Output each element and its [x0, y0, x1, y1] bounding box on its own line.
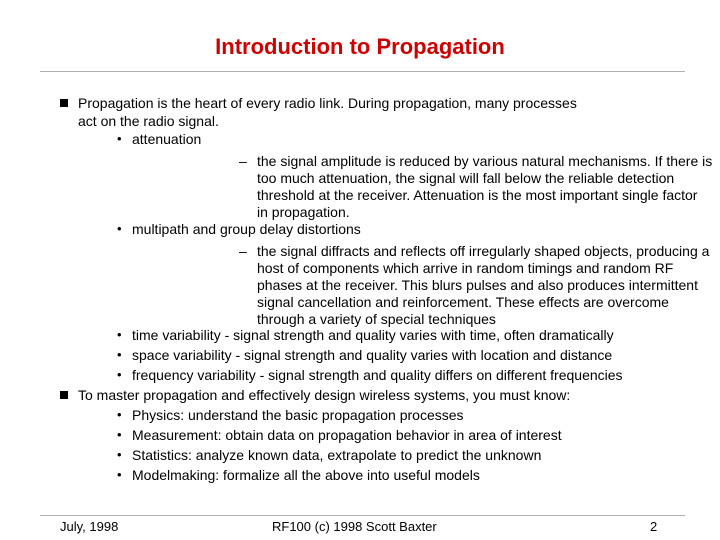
slide-title: Introduction to Propagation	[215, 34, 505, 59]
body-line: the signal amplitude is reduced by various natural mechanisms. If there is	[257, 153, 713, 169]
body-line: in propagation.	[257, 204, 350, 220]
body-line: time variability - signal strength and quality varies with time, often dramatically	[132, 327, 614, 343]
body-line: Statistics: analyze known data, extrapolate to predict the unknown	[132, 447, 542, 463]
body-line: host of components which arrive in random timings and random RF	[257, 260, 674, 276]
body-line: the signal diffracts and reflects off irregularly shaped objects, producing a	[257, 243, 710, 259]
body-line: Measurement: obtain data on propagation behavior in area of interest	[132, 427, 562, 443]
body-line: To master propagation and effectively design wireless systems, you must know:	[78, 387, 571, 403]
square-bullet-icon	[60, 99, 68, 107]
body-line: space variability - signal strength and quality varies with location and distance	[132, 347, 613, 363]
bullet-icon: •	[117, 221, 122, 236]
body-line: threshold at the receiver. Attenuation is the most important single factor	[257, 187, 698, 203]
bullet-icon: •	[117, 347, 122, 362]
body-line: too much attenuation, the signal will fall below the reliable detection	[257, 170, 675, 186]
body-line: frequency variability - signal strength and quality differs on different frequencies	[132, 367, 623, 383]
body-line: phases at the receiver. This blurs pulses and also produces intermittent	[257, 277, 698, 293]
bullet-icon: •	[117, 467, 122, 482]
bullet-icon: •	[117, 367, 122, 382]
title-divider	[40, 71, 685, 72]
bullet-icon: •	[117, 327, 122, 342]
body-line: Modelmaking: formalize all the above into useful models	[132, 467, 480, 483]
dash-icon: –	[239, 243, 247, 259]
footer-copyright: RF100 (c) 1998 Scott Baxter	[272, 519, 437, 534]
body-line: Physics: understand the basic propagation processes	[132, 407, 464, 423]
body-line: act on the radio signal.	[78, 113, 219, 129]
footer-divider	[40, 515, 685, 516]
dash-icon: –	[239, 153, 247, 169]
square-bullet-icon	[60, 391, 68, 399]
body-line: signal cancellation and reinforcement. These effects are overcome	[257, 294, 669, 310]
footer-date: July, 1998	[60, 519, 119, 534]
bullet-icon: •	[117, 131, 122, 146]
bullet-icon: •	[117, 427, 122, 442]
body-line: through a variety of special techniques	[257, 311, 496, 327]
body-line: attenuation	[132, 131, 202, 147]
bullet-icon: •	[117, 447, 122, 462]
footer-page-number: 2	[650, 519, 658, 534]
body-line: Propagation is the heart of every radio link. During propagation, many processes	[78, 95, 577, 111]
bullet-icon: •	[117, 407, 122, 422]
body-line: multipath and group delay distortions	[132, 221, 361, 237]
